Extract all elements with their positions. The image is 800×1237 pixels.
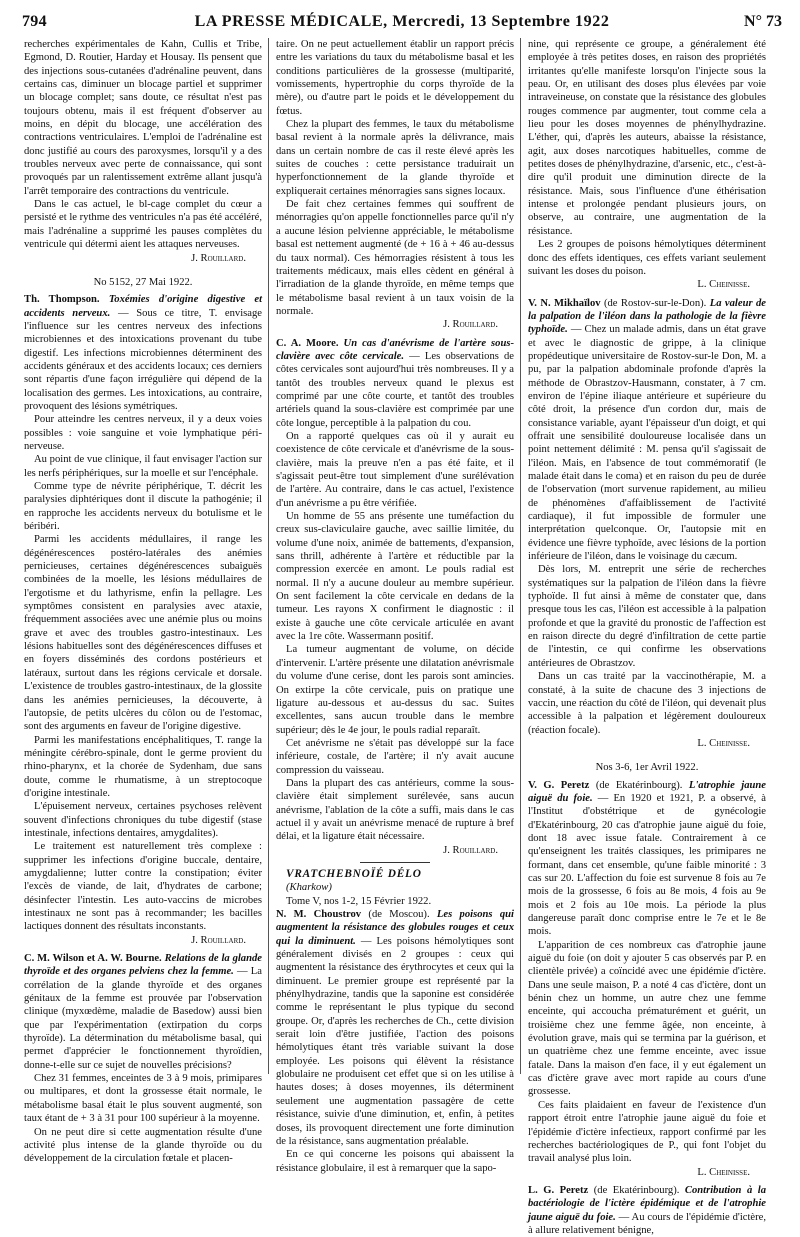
article-author: L. G. Peretz bbox=[528, 1184, 589, 1196]
running-header bbox=[22, 13, 782, 33]
article-author: C. M. Wilson et A. W. Bourne. bbox=[24, 953, 162, 965]
paragraph: De fait chez certaines femmes qui souffrent de ménorragies qu'on appelle fonctionnelles parce qu'il n'y a aucune lésion pelvienne appréciable, le métabolisme basal est nettement augmenté (de + 16 à + 46 au-dessus du taux normal). Ces hémorragies résistent à tous les traitements médicaux, mais elles cèdent en général à l'irradiation de la glande thyroïde, en même temps que le métabolisme basal revient à un taux voisin de la normale. bbox=[276, 199, 514, 317]
column-rule bbox=[268, 38, 269, 1074]
paragraph: Cet anévrisme ne s'était pas développé sur la face inférieure, costale, de l'artère; il n'y avait aucune compression du vaisseau. bbox=[276, 737, 514, 776]
paragraph: Parmi les manifestations encéphalitiques, T. range la méningite cérébro-spinale, dont le germe provient du rhino-pharynx, et la chorée de Sydenham, due sans doute, comme le rhumatisme, à un streptocoque d'origine intestinale. bbox=[24, 734, 262, 799]
paragraph: Un homme de 55 ans présente une tuméfaction du creux sus-claviculaire gauche, avec saillie limitée, du volume d'une noix, animée de battements, d'expansion, sans thrill, adhérente à l'artère et réductible par la compression exercée en amont. Le pouls radial est normal. Il n'y a aucune douleur au membre supérieur. On sent facilement la côte cervicale en dedans de la tumeur. Les rayons X confirment le diagnostic : il existe à gauche une côte cervicale articulée en avant avec la 1re côte. Wassermann positif. bbox=[276, 511, 514, 643]
paragraph: On a rapporté quelques cas où il y aurait eu coexistence de côte cervicale et d'anévrisme de la sous-clavière, mais la preuve n'en a pas été faite, et il s'agissait peut-être tout simplement d'une surélévation de l'artère. Au contraire, dans le cas actuel, l'existence d'un anévrisme a pu être vérifiée. bbox=[276, 430, 514, 509]
article-author: Th. Thompson. bbox=[24, 294, 100, 306]
paragraph: Les 2 groupes de poisons hémolytiques déterminent donc des effets identiques, ces effets variant seulement suivant les doses du poison. bbox=[528, 239, 766, 277]
article-title: La valeur de la palpation de l'iléon dans la pathologie de la fièvre typhoïde. bbox=[528, 297, 766, 336]
paragraph: On ne peut dire si cette augmentation résulte d'une activité plus intense de la glande thyroïde ou du développement de la circulation fœtale et placen- bbox=[24, 1126, 262, 1165]
column-right bbox=[528, 38, 766, 1236]
paragraph: Ces faits plaidaient en faveur de l'existence d'un rapport étroit entre l'atrophie jaune aiguë du foie et l'épidémie d'ictère infectieux, rapport confirmé par les recherches bactériologiques de P., qui font l'objet du travail analysé plus loin. bbox=[528, 1099, 766, 1165]
paragraph: Dans le cas actuel, le bl-cage complet du cœur a persisté et le rythme des ventricules n'a pas été accéléré, mais l'adrénaline a supprimé les pauses complètes du ventricule qui détermi aient les attaques nerveuses. bbox=[24, 199, 262, 251]
article-title: Relations de la glande thyroïde et des organes pelviens chez la femme. bbox=[24, 953, 262, 978]
article-title: L'atrophie jaune aiguë du foie. bbox=[528, 779, 766, 804]
paragraph: nine, qui représente ce groupe, a généralement été employée à très petites doses, en raison des propriétés irritantes qu'elle manifeste lorsqu'on l'injecte sous la peau. Or, en utilisant des doses plus élevées par voie intraveineuse, on constate que la résistance des globules rouges commence par augmenter, tout comme cela a lieu pour les doses moyennes de phénylhydrazine. L'éther, qui, d'après les auteurs, abaisse la résistance, agit, aux doses narcotiques habituelles, comme de petites doses de phénylhydrazine, d'arsenic, etc., c'est-à-dire qu'il produit une diminution directe de la résistance. Mais, sous l'influence d'une éthérisation intense et prolongée pendant plusieurs jours, on observe, au contraire, une augmentation de la résistance. bbox=[528, 39, 766, 237]
article-text: — La corrélation de la glande thyroïde et des organes génitaux de la femme est prouvée par l'observation clinique (myxœdème, maladie de Basedow) aussi bien que par l'expérimentation (extirpation du corps thyroïde). La détermination du métabolisme basal, qui permet d'apprécier le fonctionnement thyroïdien, donne-t-elle sur ce sujet de nouvelles précisions? bbox=[24, 966, 262, 1071]
paragraph: Parmi les accidents médullaires, il range les dégénérescences postéro-latérales des anémies pernicieuses, certaines dégénérescences subaiguës combinées de la moelle, les lésions médullaires de l'ergotisme et du lathyrisme, enfin la pellagre. Les symptômes consistent en paralysies avec ataxie, fréquemment associées avec une anémie plus ou moins grave et avec des troubles gastro-intestinaux. Les lésions habituelles sont des dégénérescences diffuses et en foyers disséminés des cordons postérieurs et latéraux, surtout dans les régions cervicale et dorsale. L'existence de troubles gastro-intestinaux, de la glossite dans les anémies pernicieuses, la découverte, à l'autopsie, de petits ulcères du côlon ou de l'estomac, sont des arguments en faveur de l'origine digestive. bbox=[24, 534, 262, 733]
column-rule bbox=[520, 38, 521, 1074]
article-text: — Les observations de côtes cervicales sont aujourd'hui très nombreuses. Il y a tantôt des troubles nerveux quand le plexus est comprimé par une côte courte, et tantôt des troubles artériels quand la sous-clavière est comprimée par une côte longue, perceptible à la palpation du cou. bbox=[276, 350, 515, 429]
author-signature: L. Cheinisse. bbox=[697, 1166, 750, 1178]
issue-heading: Nos 3-6, 1er Avril 1922. bbox=[595, 762, 699, 774]
author-signature: J. Rouillard. bbox=[191, 934, 246, 946]
paragraph: Au point de vue clinique, il faut envisager l'action sur les nerfs périphériques, sur la moelle et sur l'encéphale. bbox=[24, 454, 262, 479]
issue-number: N° 73 bbox=[744, 13, 782, 30]
journal-title: LA PRESSE MÉDICALE, Mercredi, 13 Septembre 1922 bbox=[194, 13, 610, 30]
author-signature: J. Rouillard. bbox=[443, 319, 498, 331]
author-signature: J. Rouillard. bbox=[443, 844, 498, 856]
page-number: 794 bbox=[22, 13, 47, 30]
article-entry bbox=[528, 779, 766, 939]
section-divider bbox=[360, 862, 430, 863]
paragraph: En ce qui concerne les poisons qui abaissent la résistance globulaire, il est à remarquer que la sapo- bbox=[276, 1149, 514, 1174]
article-entry bbox=[528, 1184, 766, 1237]
paragraph: Le traitement est naturellement très complexe : supprimer les infections d'origine buccale, dentaire, amygdalienne; lutter contre la constipation; éviter l'excès de viande, de lait, d'hydrates de carbone; désinfecter l'intestin. Les auto-vaccins de microbes intestinaux ne sont pas à recommander; les bacilles lactiques donnent des résultats inconstants. bbox=[24, 841, 262, 933]
article-entry bbox=[528, 297, 766, 564]
article-title: Les poisons qui augmentent la résistance des globules rouges et ceux qui la diminuent. bbox=[276, 909, 514, 947]
article-entry bbox=[24, 952, 262, 1072]
article-author: V. G. Peretz bbox=[528, 779, 590, 791]
article-affiliation: (de Ekatérinbourg). bbox=[595, 779, 683, 791]
article-text: — Les poisons hémolytiques sont généralement divisés en 2 groupes : ceux qui augmentent la résistance des érythrocytes et ceux qui la diminuent. Le premier groupe est représenté par la phénylhydrazine, tandis que la saponine est considérée comme le représentant le plus typique du second groupe. Or, d'après les recherches de Ch., cette division serait loin d'être justifiée, l'action des poisons hémolytiques étant très variable suivant la dose employée. Les poisons qui élèvent la résistance globulaire ne produisent cet effet que si on les utilise à hautes doses; à doses moyennes, ils déterminent seulement une augmentation passagère de cette résistance, suivie d'une diminution, et, enfin, à petites doses, ils provoquent directement une forte diminution de la résistance, sans augmentation préalable. bbox=[276, 935, 514, 1147]
article-author: N. M. Choustrov bbox=[276, 909, 362, 920]
article-entry bbox=[276, 337, 514, 430]
paragraph: Comme type de névrite périphérique, T. décrit les paralysies diphtériques dont il discute la pathogénie; il en rapproche les accidents nerveux du botulisme et le béribéri. bbox=[24, 481, 262, 533]
paragraph: recherches expérimentales de Kahn, Cullis et Tribe, Egmond, D. Routier, Harday et Housay. Ils pensent que des injections sous-cutanées d'adrénaline peuvent, dans certains cas, diminuer un blocage partiel et supprimer un blocage complet; sans doute, ce résultat n'est pas toujours obtenu, mais il est fréquent d'observer au moins, en dépit du blocage, une accélération des contractions ventriculaires. L'emploi de l'adrénaline est donc justifié au cours des paroxysmes, lorsqu'il y a des troubles nerveux avec perte de connaissance, qui sont provoqués par un ralentissement extrême allant jusqu'à l'arrêt temporaire des contractions du ventricule. bbox=[24, 39, 262, 197]
column-middle bbox=[276, 38, 515, 1174]
article-title: Un cas d'anévrisme de l'artère sous-clavière avec côte cervicale. bbox=[276, 337, 515, 362]
article-affiliation: (de Moscou). bbox=[368, 909, 430, 920]
paragraph: Pour atteindre les centres nerveux, il y a deux voies possibles : voie sanguine et voie lymphatique péri-nerveuse. bbox=[24, 414, 262, 452]
paragraph: L'épuisement nerveux, certaines psychoses relèvent souvent d'infections chroniques du tube digestif (stase intestinale, infections dentaires, amygdalites). bbox=[24, 801, 262, 839]
article-title: Toxémies d'origine digestive et accidents nerveux. bbox=[24, 294, 263, 319]
article-entry bbox=[24, 293, 262, 413]
article-text: — Chez un malade admis, dans un état grave et avec le diagnostic de grippe, à la clinique propédeutique universitaire de Rostov-sur-le Don, M. a pu, par la palpation abdominale profonde d'après la méthode de Obrastzov-Hausmann, constater, à 7 cm. environ de l'épine iliaque antérieure et supérieure du côté droit, la présence d'un cordon dur, mais de consistance variable, ayant l'épaisseur d'un doigt, et qui offrait une sensibilité douloureuse localisée dans un point nettement délimité : M. pensa qu'il s'agissait de l'iléon. Mais, en l'absence de tout commémoratif (le malade était dans le coma) et en raison du peu de durée de l'observation (mort survenue rapidement, au milieu de phénomènes d'affaiblissement de l'activité cardiaque), il fut impossible de formuler une interprétation quelconque. Or, l'autopsie mit en évidence une fièvre typhoïde, avec lésions de la portion inférieure de l'iléon, dans le voisinage du cæcum. bbox=[528, 324, 766, 563]
issue-heading: No 5152, 27 Mai 1922. bbox=[93, 276, 193, 288]
article-text: — En 1920 et 1921, P. a observé, à l'Institut d'obstétrique et de gynécologie d'Ekatérinbourg, 20 cas d'atrophie jaune aiguë du foie, dont 18 avec issue fatale. Contrairement à ce qu'enseignent les traités classiques, les primipares ne formant, dans cet ensemble, qu'une faible minorité : 3 cas sur 20. L'affection du foie est survenue 8 fois au 7e mois de la grossesse, 6 fois au 8e mois, 4 fois au 9e mois et 2 fois au 10e mois. La période la plus dangereuse paraît donc comprise entre le 7e et le 8e mois. bbox=[528, 792, 766, 938]
article-author: V. N. Mikhaïlov bbox=[528, 297, 601, 309]
article-text: — Sous ce titre, T. envisage l'influence sur les centres nerveux des infections microbiennes et des intoxications provenant du tube digestif. Les infections microbiennes déterminent des accidents généraux et des accidents locaux; ces derniers sont répartis d'une façon irrégulière qui dépend de la localisation des germes. Les intoxications, au contraire, provoquent des lésions symétriques. bbox=[24, 307, 262, 412]
article-entry bbox=[276, 908, 514, 1148]
author-signature: L. Cheinisse. bbox=[697, 279, 750, 291]
paragraph: Dès lors, M. entreprit une série de recherches systématiques sur la palpation de l'iléon dans la fièvre typhoïde. Il fut ainsi à même de constater que, dans presque tous les cas, l'iléon est accessible à la palpation profonde et que la gravité du pronostic de l'affection est en raison directe du degré d'infiltration de cette partie de l'intestin, ce qui confirme les observations antérieures de Obrastzov. bbox=[528, 564, 766, 669]
paragraph: Chez la plupart des femmes, le taux du métabolisme basal revient à la normale après la délivrance, mais dans un certain nombre de cas il reste élevé après les suites de couches : cette persistance traduirait un hyperfonctionnement de la glande thyroïde et expliquerait certaines ménorragies sans signes locaux. bbox=[276, 119, 514, 197]
article-text: — Au cours de l'épidémie d'ictère, à allure relativement bénigne, bbox=[528, 1211, 766, 1236]
article-title: Contribution à la bactériologie de l'ictère épidémique et de l'atrophie jaune aiguë du foie. bbox=[528, 1184, 766, 1223]
author-signature: J. Rouillard. bbox=[191, 252, 246, 264]
article-author: C. A. Moore. bbox=[276, 337, 339, 349]
author-signature: L. Cheinisse. bbox=[697, 737, 750, 749]
column-left bbox=[24, 38, 263, 1165]
article-affiliation: (de Ekatérinbourg). bbox=[593, 1184, 680, 1196]
journal-city: (Kharkow) bbox=[286, 882, 332, 894]
article-affiliation: (de Rostov-sur-le-Don). bbox=[603, 297, 707, 309]
paragraph: L'apparition de ces nombreux cas d'atrophie jaune aiguë du foie (on doit y ajouter 5 cas observés par P. en clientèle privée) a coïncidé avec une épidémie d'ictère. Dans une seule maison, P. a noté 4 cas d'ictère, dont un bénin chez un homme, un autre chez une femme enceinte, qui accoucha prématurément et guérit, un troisième chez une femme âgée, non enceinte, à évolution grave, mais qui se termina par la guérison, et un quatrième chez une femme enceinte, avec issue fatale. Dans la maison d'en face, il y eut également un cas d'ictère grave avec mort rapide au cours d'une grossesse. bbox=[528, 939, 766, 1098]
paragraph: Dans la plupart des cas antérieurs, comme la sous-clavière était simplement surélevée, sans aucun anévrisme, l'ablation de la côte a suffi, mais dans le cas actuel il y avait un anévrisme menacé de rupture à bref délai, et la ligature était nécessaire. bbox=[276, 777, 514, 843]
paragraph: La tumeur augmentant de volume, on décide d'intervenir. L'artère présente une dilatation anévrismale du volume d'une cerise, dont les parois sont amincies. On extirpe la côte cervicale, puis on pratique une ligature au-dessous et au-dessus du sac. Suites excellentes, sans aucun trouble dans le membre supérieur; dès le 4e jour, le pouls radial reparaît. bbox=[276, 644, 514, 736]
issue-heading: Tome V, nos 1-2, 15 Février 1922. bbox=[286, 895, 432, 907]
paragraph: taire. On ne peut actuellement établir un rapport précis entre les variations du taux du métabolisme basal et les conditions particulières de la grossesse (multiparité, vomissements, hypertrophie du corps thyroïde de la mère), ou d'autre part le poids et le développement du fœtus. bbox=[276, 39, 514, 117]
paragraph: Dans un cas traité par la vaccinothérapie, M. a constaté, à la suite de chacune des 3 injections de vaccin, une réaction du côté de l'iléon, qui devenait plus accessible à la palpation et légèrement douloureux (réaction focale). bbox=[528, 671, 766, 736]
paragraph: Chez 31 femmes, enceintes de 3 à 9 mois, primipares ou multipares, et dont la grossesse était normale, le métabolisme basal était le plus souvent augmenté, son taux étant de + 3 à 31 pour 100 supérieur à la moyenne. bbox=[24, 1073, 262, 1125]
journal-heading: VRATCHEBNOÏÉ DÉLO bbox=[286, 867, 422, 880]
